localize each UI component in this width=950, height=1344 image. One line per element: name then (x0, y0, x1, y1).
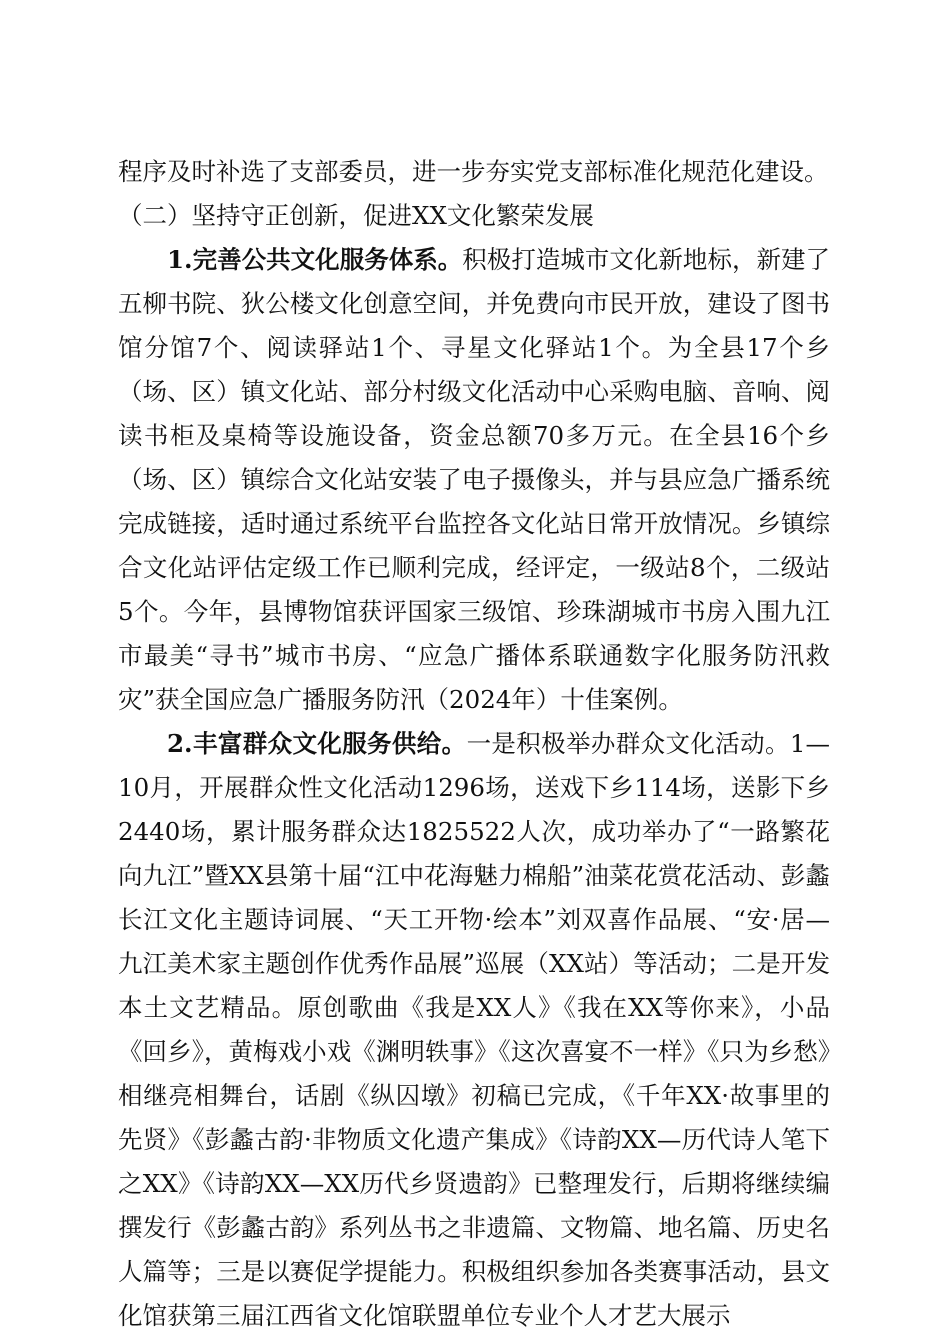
paragraph-item-1 (118, 238, 830, 722)
paragraph-item-2 (118, 722, 830, 1338)
paragraph-continuation: 程序及时补选了支部委员，进一步夯实党支部标准化规范化建设。 (118, 157, 829, 186)
item-2-body: 一是积极举办群众文化活动。1—10月，开展群众性文化活动1296场，送戏下乡114场，送影下乡2440场，累计服务群众达1825522人次，成功举办了“一路繁花向九江”暨XX县第十届“江中花海魅力棉船”油菜花赏花活动、彭蠡长江文化主题诗词展、“天工开物·绘本”刘双喜作品展、“安·居—九江美术家主题创作优秀作品展”巡展（XX站）等活动；二是开发本土文艺精品。原创歌曲《我是XX人》《我在XX等你来》，小品《回乡》，黄梅戏小戏《渊明轶事》《这次喜宴不一样》《只为乡愁》相继亮相舞台，话剧《纵囚墩》初稿已完成，《千年XX·故事里的先贤》《彭蠡古韵·非物质文化遗产集成》《诗韵XX—历代诗人笔下之XX》《诗韵XX—XX历代乡贤遗韵》已整理发行，后期将继续编撰发行《彭蠡古韵》系列丛书之非遗篇、文物篇、地名篇、历史名人篇等；三是以赛促学提能力。积极组织参加各类赛事活动，县文化馆获第三届江西省文化馆联盟单位专业个人才艺大展示 (118, 729, 830, 1330)
document-body (118, 150, 830, 1338)
item-1-body: 积极打造城市文化新地标，新建了五柳书院、狄公楼文化创意空间，并免费向市民开放，建设了图书馆分馆7个、阅读驿站1个、寻星文化驿站1个。为全县17个乡（场、区）镇文化站、部分村级文化活动中心采购电脑、音响、阅读书柜及桌椅等设施设备，资金总额70多万元。在全县16个乡（场、区）镇综合文化站安装了电子摄像头，并与县应急广播系统完成链接，适时通过系统平台监控各文化站日常开放情况。乡镇综合文化站评估定级工作已顺利完成，经评定，一级站8个，二级站5个。今年，县博物馆获评国家三级馆、珍珠湖城市书房入围九江市最美“寻书”城市书房、“应急广播体系联通数字化服务防汛救灾”获全国应急广播服务防汛（2024年）十佳案例。 (118, 245, 831, 714)
item-2-title: 2.丰富群众文化服务供给。 (167, 729, 467, 758)
section-heading: （二）坚持守正创新，促进XX文化繁荣发展 (118, 201, 594, 230)
item-1-title: 1.完善公共文化服务体系。 (167, 245, 463, 274)
